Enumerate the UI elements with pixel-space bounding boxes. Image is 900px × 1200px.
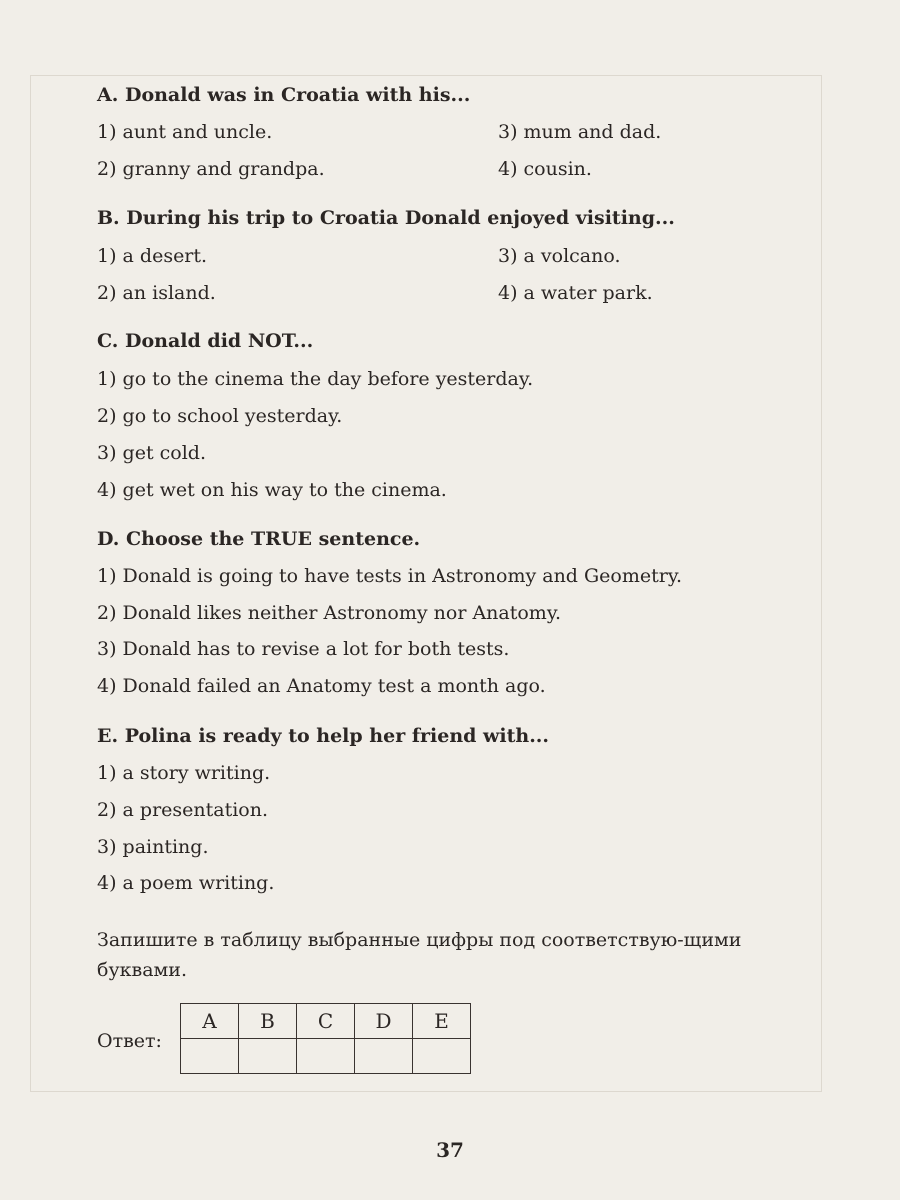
question-title: A. Donald was in Croatia with his... — [97, 84, 471, 106]
answer-cell-d[interactable] — [355, 1039, 413, 1074]
option: 2) Donald likes neither Astronomy nor Anatomy. — [97, 602, 562, 624]
option: 3) mum and dad. — [498, 121, 662, 143]
answer-input-row — [181, 1039, 471, 1074]
option: 3) get cold. — [97, 442, 206, 464]
option: 2) granny and grandpa. — [97, 158, 325, 180]
option: 2) an island. — [97, 282, 216, 304]
question-title: E. Polina is ready to help her friend with... — [97, 725, 550, 747]
option: 4) cousin. — [498, 158, 592, 180]
option: 1) a story writing. — [97, 762, 271, 784]
option: 4) Donald failed an Anatomy test a month ago. — [97, 675, 546, 697]
option: 4) get wet on his way to the cinema. — [97, 479, 447, 501]
option: 3) a volcano. — [498, 245, 621, 267]
option: 3) Donald has to revise a lot for both tests. — [97, 638, 510, 660]
question-title: D. Choose the TRUE sentence. — [97, 528, 421, 550]
answer-header-row — [181, 1004, 471, 1039]
answer-header-a: A — [181, 1004, 239, 1039]
answer-header-c: C — [297, 1004, 355, 1039]
answer-cell-e[interactable] — [413, 1039, 471, 1074]
page-number: 37 — [436, 1138, 464, 1162]
option: 2) go to school yesterday. — [97, 405, 343, 427]
option: 1) aunt and uncle. — [97, 121, 273, 143]
answer-cell-c[interactable] — [297, 1039, 355, 1074]
option: 4) a water park. — [498, 282, 653, 304]
option: 1) a desert. — [97, 245, 208, 267]
option: 3) painting. — [97, 836, 209, 858]
answer-label: Ответ: — [97, 1030, 162, 1052]
answer-header-d: D — [355, 1004, 413, 1039]
option: 1) Donald is going to have tests in Astronomy and Geometry. — [97, 565, 683, 587]
question-title: C. Donald did NOT... — [97, 330, 314, 352]
answer-cell-a[interactable] — [181, 1039, 239, 1074]
answer-header-b: B — [239, 1004, 297, 1039]
option: 2) a presentation. — [97, 799, 269, 821]
answer-header-e: E — [413, 1004, 471, 1039]
instruction-text: Запишите в таблицу выбранные цифры под соответствую-щими буквами. — [97, 929, 742, 981]
option: 1) go to the cinema the day before yesterday. — [97, 368, 534, 390]
question-title: B. During his trip to Croatia Donald enjoyed visiting... — [97, 207, 675, 229]
answer-cell-b[interactable] — [239, 1039, 297, 1074]
option: 4) a poem writing. — [97, 872, 275, 894]
answer-table — [180, 1003, 471, 1074]
